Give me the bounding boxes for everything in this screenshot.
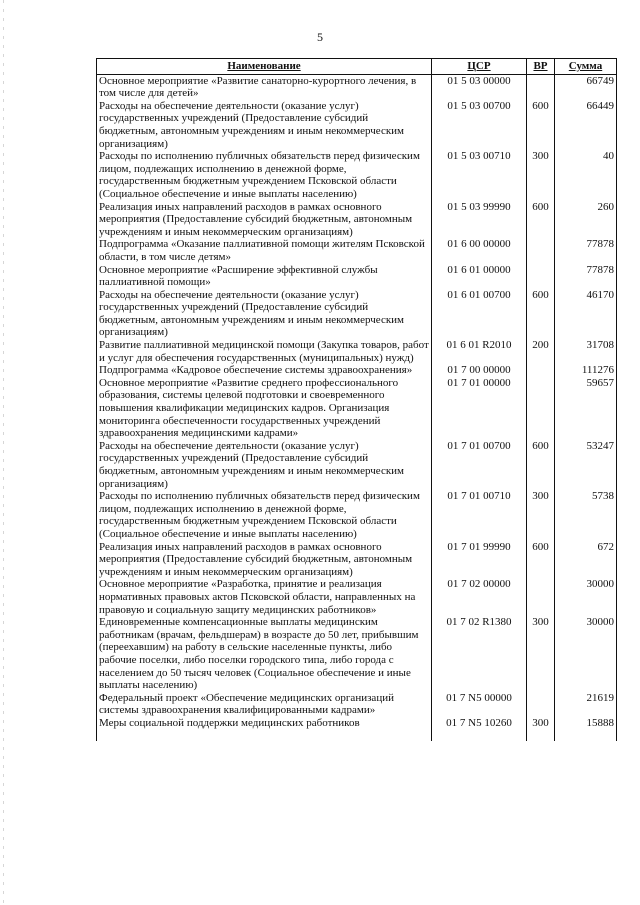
cell-csr: 01 6 01 R2010 [432,339,527,364]
cell-csr: 01 7 N5 10260 [432,717,527,730]
cell-csr: 01 7 01 00700 [432,440,527,490]
header-csr: ЦСР [432,59,527,75]
cell-sum: 30000 [555,616,617,692]
table-row [97,339,617,364]
cell-csr: 01 7 01 00710 [432,490,527,540]
cell-sum: 53247 [555,440,617,490]
cell-name: Основное мероприятие «Развитие среднего профессионального образования, системы целевой подготовки и своевременного повышения квалификации медицинских кадров. Организация мониторинга обеспеченности государственных учреждений здравоохранения медицинскими кадрами» [97,377,432,440]
table-row [97,264,617,289]
table-row [97,74,617,100]
cell-sum: 31708 [555,339,617,364]
cell-vr: 600 [527,201,555,239]
cell-sum: 672 [555,541,617,579]
table-row [97,616,617,692]
cell-sum: 40 [555,150,617,200]
cell-sum: 46170 [555,289,617,339]
table-row [97,100,617,150]
cell-csr: 01 6 01 00700 [432,289,527,339]
cell-csr: 01 7 00 00000 [432,364,527,377]
cell-csr: 01 5 03 00710 [432,150,527,200]
cell-sum: 30000 [555,578,617,616]
cell-vr: 600 [527,100,555,150]
cell-vr [527,238,555,263]
cell-sum: 5738 [555,490,617,540]
cell-name: Основное мероприятие «Развитие санаторно-курортного лечения, в том числе для детей» [97,74,432,100]
header-sum: Сумма [555,59,617,75]
spacer-cell [97,729,432,741]
cell-sum: 77878 [555,264,617,289]
cell-csr: 01 7 02 00000 [432,578,527,616]
cell-csr: 01 6 00 00000 [432,238,527,263]
cell-vr: 300 [527,150,555,200]
cell-sum: 59657 [555,377,617,440]
cell-vr: 600 [527,440,555,490]
page-number: 5 [317,30,323,44]
budget-table [96,58,617,741]
table-row [97,692,617,717]
table-row [97,490,617,540]
cell-name: Развитие паллиативной медицинской помощи (Закупка товаров, работ и услуг для обеспечения государственных (муниципальных) нужд) [97,339,432,364]
cell-name: Подпрограмма «Кадровое обеспечение системы здравоохранения» [97,364,432,377]
cell-csr: 01 5 03 99990 [432,201,527,239]
cell-name: Расходы по исполнению публичных обязательств перед физическим лицом, подлежащих исполнению в денежной форме, государственным бюджетным учреждением Псковской области (Социальное обеспечение и иные выплаты населению) [97,150,432,200]
cell-vr [527,264,555,289]
cell-csr: 01 7 01 00000 [432,377,527,440]
table-header-row [97,59,617,75]
table-row [97,541,617,579]
cell-vr: 200 [527,339,555,364]
cell-name: Основное мероприятие «Разработка, принятие и реализация нормативных правовых актов Псковской области, направленных на правовую и социальную защиту медицинских работников» [97,578,432,616]
header-name: Наименование [97,59,432,75]
table-row [97,578,617,616]
cell-csr: 01 5 03 00700 [432,100,527,150]
cell-vr: 600 [527,541,555,579]
cell-sum: 21619 [555,692,617,717]
header-vr: ВР [527,59,555,75]
table-row [97,150,617,200]
cell-sum: 77878 [555,238,617,263]
spacer-cell [555,729,617,741]
scan-edge-artifact [3,0,4,905]
cell-vr: 600 [527,289,555,339]
cell-name: Реализация иных направлений расходов в рамках основного мероприятия (Предоставление субсидий бюджетным, автономным учреждениям и иным некоммерческим организациям) [97,201,432,239]
spacer-cell [527,729,555,741]
cell-name: Подпрограмма «Оказание паллиативной помощи жителям Псковской области, в том числе детям» [97,238,432,263]
cell-name: Расходы на обеспечение деятельности (оказание услуг) государственных учреждений (Предоставление субсидий бюджетным, автономным учреждениям и иным некоммерческим организациям) [97,289,432,339]
table-row [97,238,617,263]
cell-vr [527,74,555,100]
table-row [97,440,617,490]
cell-sum: 15888 [555,717,617,730]
cell-csr: 01 7 02 R1380 [432,616,527,692]
cell-name: Федеральный проект «Обеспечение медицинских организаций системы здравоохранения квалифицированными кадрами» [97,692,432,717]
cell-sum: 66449 [555,100,617,150]
table-spacer-row [97,729,617,741]
cell-vr [527,578,555,616]
cell-name: Меры социальной поддержки медицинских работников [97,717,432,730]
cell-vr: 300 [527,616,555,692]
cell-csr: 01 7 01 99990 [432,541,527,579]
cell-vr [527,364,555,377]
cell-name: Расходы по исполнению публичных обязательств перед физическим лицом, подлежащих исполнению в денежной форме, государственным бюджетным учреждением Псковской области (Социальное обеспечение и иные выплаты населению) [97,490,432,540]
cell-name: Основное мероприятие «Расширение эффективной службы паллиативной помощи» [97,264,432,289]
table-row [97,377,617,440]
cell-vr [527,692,555,717]
cell-name: Расходы на обеспечение деятельности (оказание услуг) государственных учреждений (Предоставление субсидий бюджетным, автономным учреждениям и иным некоммерческим организациям) [97,440,432,490]
cell-vr: 300 [527,490,555,540]
cell-vr [527,377,555,440]
table-row [97,364,617,377]
cell-name: Расходы на обеспечение деятельности (оказание услуг) государственных учреждений (Предоставление субсидий бюджетным, автономным учреждениям и иным некоммерческим организациям) [97,100,432,150]
cell-vr: 300 [527,717,555,730]
table-row [97,289,617,339]
cell-csr: 01 7 N5 00000 [432,692,527,717]
cell-sum: 111276 [555,364,617,377]
table-row [97,717,617,730]
cell-sum: 66749 [555,74,617,100]
cell-name: Единовременные компенсационные выплаты медицинским работникам (врачам, фельдшерам) в возрасте до 50 лет, прибывшим (переехавшим) на работу в сельские населенные пункты, либо рабочие поселки, либо поселки городского типа, либо города с населением до 50 тысяч человек (Социальное обеспечение и иные выплаты населению) [97,616,432,692]
cell-csr: 01 5 03 00000 [432,74,527,100]
table-row [97,201,617,239]
spacer-cell [432,729,527,741]
cell-sum: 260 [555,201,617,239]
cell-name: Реализация иных направлений расходов в рамках основного мероприятия (Предоставление субсидий бюджетным, автономным учреждениям и иным некоммерческим организациям) [97,541,432,579]
cell-csr: 01 6 01 00000 [432,264,527,289]
